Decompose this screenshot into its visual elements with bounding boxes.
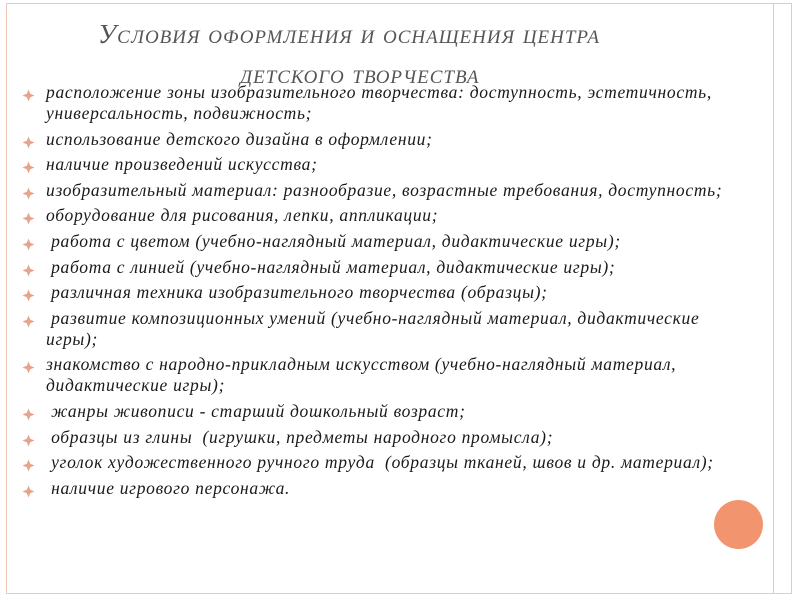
diamond-bullet-icon <box>22 312 35 325</box>
list-item-text: образцы из глины (игрушки, предметы народного промысла); <box>46 426 554 447</box>
list-item-text: жанры живописи - старший дошкольный возраст; <box>46 400 466 421</box>
bullet-list <box>20 82 740 503</box>
list-item-text: различная техника изобразительного творчества (образцы); <box>46 282 548 303</box>
list-item <box>20 308 740 350</box>
list-item <box>20 478 740 499</box>
list-item <box>20 257 740 278</box>
diamond-bullet-icon <box>22 482 35 495</box>
list-item-text: работа с цветом (учебно-наглядный материал, дидактические игры); <box>46 230 621 251</box>
slide-title-line2: детского творчества <box>240 59 480 89</box>
diamond-bullet-icon <box>22 261 35 274</box>
list-item-text: наличие игрового персонажа. <box>46 477 291 498</box>
list-item <box>20 129 740 150</box>
list-item <box>20 231 740 252</box>
list-item <box>20 205 740 226</box>
diamond-bullet-icon <box>22 456 35 469</box>
diamond-bullet-icon <box>22 86 35 99</box>
list-item-text: расположение зоны изобразительного творчества: доступность, эстетичность, универсальность, подвижность; <box>46 82 717 123</box>
diamond-bullet-icon <box>22 158 35 171</box>
diamond-bullet-icon <box>22 133 35 146</box>
list-item <box>20 427 740 448</box>
diamond-bullet-icon <box>22 286 35 299</box>
diamond-bullet-icon <box>22 405 35 418</box>
list-item-text: использование детского дизайна в оформлении; <box>46 128 433 149</box>
list-item <box>20 82 740 124</box>
list-item-text: изобразительный материал: разнообразие, возрастные требования, доступность; <box>46 179 723 200</box>
diamond-bullet-icon <box>22 184 35 197</box>
list-item <box>20 282 740 303</box>
list-item-text: уголок художественного ручного труда (образцы тканей, швов и др. материал); <box>46 452 714 473</box>
list-item-text: развитие композиционных умений (учебно-наглядный материал, дидактические игры); <box>46 307 705 349</box>
list-item <box>20 180 740 201</box>
diamond-bullet-icon <box>22 235 35 248</box>
diamond-bullet-icon <box>22 431 35 444</box>
list-item-text: оборудование для рисования, лепки, аппликации; <box>46 205 439 226</box>
diamond-bullet-icon <box>22 358 35 371</box>
list-item <box>20 452 740 473</box>
diamond-bullet-icon <box>22 209 35 222</box>
slide-title-line1: Условия оформления и оснащения центра <box>98 19 600 49</box>
list-item-text: наличие произведений искусства; <box>46 154 318 175</box>
list-item <box>20 154 740 175</box>
list-item-text: работа с линией (учебно-наглядный материал, дидактические игры); <box>46 256 616 277</box>
list-item <box>20 354 740 396</box>
list-item <box>20 401 740 422</box>
orange-circle-icon <box>714 500 763 549</box>
list-item-text: знакомство с народно-прикладным искусством (учебно-наглядный материал, дидактические игры); <box>46 354 682 396</box>
